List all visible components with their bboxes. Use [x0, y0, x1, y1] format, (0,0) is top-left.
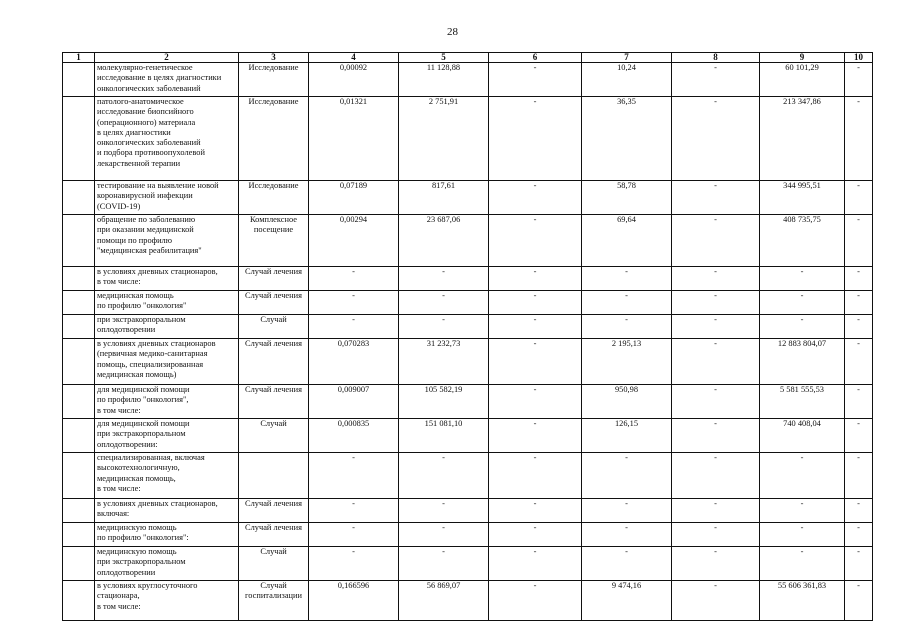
- row-value-c7: 126,15: [582, 419, 672, 453]
- table-body: [63, 63, 873, 621]
- row-value-c4: 0,000835: [309, 419, 399, 453]
- row-value-c9: -: [760, 523, 845, 547]
- row-value-c7: -: [582, 453, 672, 499]
- row-value-c8: -: [672, 385, 760, 419]
- row-value-c6: -: [489, 419, 582, 453]
- row-index-cell: [63, 315, 95, 339]
- row-value-c10: -: [845, 97, 873, 181]
- row-value-c4: 0,01321: [309, 97, 399, 181]
- row-index-cell: [63, 291, 95, 315]
- row-value-c10: -: [845, 581, 873, 621]
- row-value-c6: -: [489, 63, 582, 97]
- row-value-c5: -: [399, 291, 489, 315]
- row-value-c8: -: [672, 581, 760, 621]
- row-value-c8: -: [672, 453, 760, 499]
- row-value-c6: -: [489, 385, 582, 419]
- row-value-c5: 151 081,10: [399, 419, 489, 453]
- row-value-c4: -: [309, 315, 399, 339]
- row-index-cell: [63, 523, 95, 547]
- row-unit-cell: Случай: [239, 419, 309, 453]
- row-name-cell: в условиях круглосуточного стационара, в том числе:: [95, 581, 239, 621]
- table-row: [63, 63, 873, 97]
- row-value-c8: -: [672, 547, 760, 581]
- row-value-c5: 23 687,06: [399, 215, 489, 267]
- column-header-4: 4: [309, 53, 399, 63]
- row-value-c8: -: [672, 181, 760, 215]
- table-row: [63, 453, 873, 499]
- row-value-c10: -: [845, 385, 873, 419]
- row-value-c5: -: [399, 315, 489, 339]
- row-value-c6: -: [489, 453, 582, 499]
- row-value-c5: -: [399, 499, 489, 523]
- row-unit-cell: Исследование: [239, 97, 309, 181]
- row-name-cell: для медицинской помощи по профилю "онкология", в том числе:: [95, 385, 239, 419]
- row-value-c8: -: [672, 419, 760, 453]
- row-value-c10: -: [845, 267, 873, 291]
- row-unit-cell: Случай лечения: [239, 267, 309, 291]
- row-unit-cell: Случай госпитализации: [239, 581, 309, 621]
- table-row: [63, 339, 873, 385]
- table-row: [63, 315, 873, 339]
- row-value-c10: -: [845, 215, 873, 267]
- row-value-c9: -: [760, 499, 845, 523]
- row-value-c4: 0,070283: [309, 339, 399, 385]
- row-value-c4: 0,009007: [309, 385, 399, 419]
- row-unit-cell: Случай лечения: [239, 499, 309, 523]
- row-value-c4: 0,166596: [309, 581, 399, 621]
- table-row: [63, 181, 873, 215]
- row-name-cell: патолого-анатомическое исследование биопсийного (операционного) материала в целях диагностики онкологических заболеваний и подбора противоопухолевой лекарственной терапии: [95, 97, 239, 181]
- row-value-c5: 56 869,07: [399, 581, 489, 621]
- row-value-c5: 31 232,73: [399, 339, 489, 385]
- row-value-c9: -: [760, 291, 845, 315]
- row-value-c9: -: [760, 267, 845, 291]
- row-value-c6: -: [489, 581, 582, 621]
- row-index-cell: [63, 181, 95, 215]
- row-value-c8: -: [672, 267, 760, 291]
- table-row: [63, 523, 873, 547]
- table-row: [63, 499, 873, 523]
- row-value-c10: -: [845, 291, 873, 315]
- row-value-c5: 11 128,88: [399, 63, 489, 97]
- row-value-c7: 2 195,13: [582, 339, 672, 385]
- table-row: [63, 419, 873, 453]
- row-value-c6: -: [489, 267, 582, 291]
- row-name-cell: медицинская помощь по профилю "онкология": [95, 291, 239, 315]
- row-index-cell: [63, 97, 95, 181]
- row-value-c9: 344 995,51: [760, 181, 845, 215]
- row-value-c7: 10,24: [582, 63, 672, 97]
- row-value-c10: -: [845, 523, 873, 547]
- row-value-c8: -: [672, 291, 760, 315]
- row-unit-cell: Исследование: [239, 63, 309, 97]
- row-value-c9: 12 883 804,07: [760, 339, 845, 385]
- row-value-c7: 36,35: [582, 97, 672, 181]
- row-value-c7: 58,78: [582, 181, 672, 215]
- row-value-c9: 213 347,86: [760, 97, 845, 181]
- row-unit-cell: Случай лечения: [239, 523, 309, 547]
- row-unit-cell: Исследование: [239, 181, 309, 215]
- row-value-c6: -: [489, 523, 582, 547]
- row-name-cell: в условиях дневных стационаров, включая:: [95, 499, 239, 523]
- row-unit-cell: Случай лечения: [239, 385, 309, 419]
- table-row: [63, 385, 873, 419]
- row-value-c10: -: [845, 419, 873, 453]
- column-header-7: 7: [582, 53, 672, 63]
- row-index-cell: [63, 453, 95, 499]
- row-value-c10: -: [845, 499, 873, 523]
- row-value-c8: -: [672, 97, 760, 181]
- row-value-c4: -: [309, 499, 399, 523]
- row-value-c6: -: [489, 339, 582, 385]
- row-value-c5: 817,61: [399, 181, 489, 215]
- row-value-c5: 2 751,91: [399, 97, 489, 181]
- table-row: [63, 97, 873, 181]
- row-value-c7: -: [582, 499, 672, 523]
- row-value-c9: -: [760, 453, 845, 499]
- row-name-cell: при экстракорпоральном оплодотворении: [95, 315, 239, 339]
- row-value-c10: -: [845, 63, 873, 97]
- row-value-c8: -: [672, 215, 760, 267]
- row-name-cell: обращение по заболеванию при оказании медицинской помощи по профилю "медицинская реабилитация": [95, 215, 239, 267]
- row-value-c6: -: [489, 215, 582, 267]
- row-value-c7: -: [582, 315, 672, 339]
- row-value-c7: 9 474,16: [582, 581, 672, 621]
- row-value-c7: -: [582, 547, 672, 581]
- row-value-c4: 0,00294: [309, 215, 399, 267]
- row-name-cell: специализированная, включая высокотехнологичную, медицинская помощь, в том числе:: [95, 453, 239, 499]
- row-index-cell: [63, 63, 95, 97]
- row-value-c6: -: [489, 547, 582, 581]
- row-value-c8: -: [672, 499, 760, 523]
- row-value-c8: -: [672, 63, 760, 97]
- row-value-c8: -: [672, 339, 760, 385]
- page-number: 28: [447, 26, 458, 38]
- row-value-c4: 0,07189: [309, 181, 399, 215]
- row-value-c9: 740 408,04: [760, 419, 845, 453]
- column-header-6: 6: [489, 53, 582, 63]
- row-value-c7: -: [582, 523, 672, 547]
- row-index-cell: [63, 499, 95, 523]
- row-name-cell: в условиях дневных стационаров, в том числе:: [95, 267, 239, 291]
- row-value-c9: 5 581 555,53: [760, 385, 845, 419]
- row-index-cell: [63, 385, 95, 419]
- row-index-cell: [63, 419, 95, 453]
- row-value-c5: -: [399, 523, 489, 547]
- row-value-c7: 950,98: [582, 385, 672, 419]
- row-value-c8: -: [672, 315, 760, 339]
- row-value-c4: -: [309, 453, 399, 499]
- row-value-c6: -: [489, 499, 582, 523]
- row-value-c6: -: [489, 315, 582, 339]
- table-row: [63, 581, 873, 621]
- column-header-1: 1: [63, 53, 95, 63]
- row-value-c5: -: [399, 453, 489, 499]
- table-row: [63, 215, 873, 267]
- row-value-c9: 55 606 361,83: [760, 581, 845, 621]
- row-value-c8: -: [672, 523, 760, 547]
- row-value-c7: 69,64: [582, 215, 672, 267]
- row-value-c10: -: [845, 547, 873, 581]
- row-value-c5: -: [399, 267, 489, 291]
- row-name-cell: тестирование на выявление новой коронавирусной инфекции (COVID-19): [95, 181, 239, 215]
- row-value-c9: -: [760, 547, 845, 581]
- row-value-c9: -: [760, 315, 845, 339]
- header-row: [63, 53, 873, 63]
- row-value-c5: 105 582,19: [399, 385, 489, 419]
- row-value-c4: -: [309, 523, 399, 547]
- row-index-cell: [63, 339, 95, 385]
- row-value-c10: -: [845, 315, 873, 339]
- row-value-c10: -: [845, 181, 873, 215]
- row-value-c10: -: [845, 453, 873, 499]
- column-header-10: 10: [845, 53, 873, 63]
- row-value-c4: -: [309, 547, 399, 581]
- row-unit-cell: Случай: [239, 315, 309, 339]
- column-header-8: 8: [672, 53, 760, 63]
- row-value-c4: -: [309, 267, 399, 291]
- row-unit-cell: Случай лечения: [239, 339, 309, 385]
- row-value-c9: 408 735,75: [760, 215, 845, 267]
- row-unit-cell: Комплексное посещение: [239, 215, 309, 267]
- row-value-c6: -: [489, 97, 582, 181]
- column-header-2: 2: [95, 53, 239, 63]
- row-value-c6: -: [489, 291, 582, 315]
- row-name-cell: медицинскую помощь по профилю "онкология":: [95, 523, 239, 547]
- row-value-c5: -: [399, 547, 489, 581]
- row-value-c4: -: [309, 291, 399, 315]
- column-header-5: 5: [399, 53, 489, 63]
- row-value-c7: -: [582, 291, 672, 315]
- row-value-c4: 0,00092: [309, 63, 399, 97]
- row-value-c10: -: [845, 339, 873, 385]
- table-row: [63, 547, 873, 581]
- row-unit-cell: Случай: [239, 547, 309, 581]
- table-row: [63, 291, 873, 315]
- row-value-c6: -: [489, 181, 582, 215]
- row-value-c9: 60 101,29: [760, 63, 845, 97]
- table-row: [63, 267, 873, 291]
- column-header-9: 9: [760, 53, 845, 63]
- row-name-cell: медицинскую помощь при экстракорпоральном оплодотворении: [95, 547, 239, 581]
- column-header-3: 3: [239, 53, 309, 63]
- row-index-cell: [63, 547, 95, 581]
- row-value-c7: -: [582, 267, 672, 291]
- row-index-cell: [63, 581, 95, 621]
- row-name-cell: для медицинской помощи при экстракорпоральном оплодотворении:: [95, 419, 239, 453]
- row-index-cell: [63, 267, 95, 291]
- row-name-cell: в условиях дневных стационаров (первичная медико-санитарная помощь, специализированная медицинская помощь): [95, 339, 239, 385]
- row-unit-cell: [239, 453, 309, 499]
- row-unit-cell: Случай лечения: [239, 291, 309, 315]
- data-table: [62, 52, 873, 621]
- row-index-cell: [63, 215, 95, 267]
- row-name-cell: молекулярно-генетическое исследование в целях диагностики онкологических заболеваний: [95, 63, 239, 97]
